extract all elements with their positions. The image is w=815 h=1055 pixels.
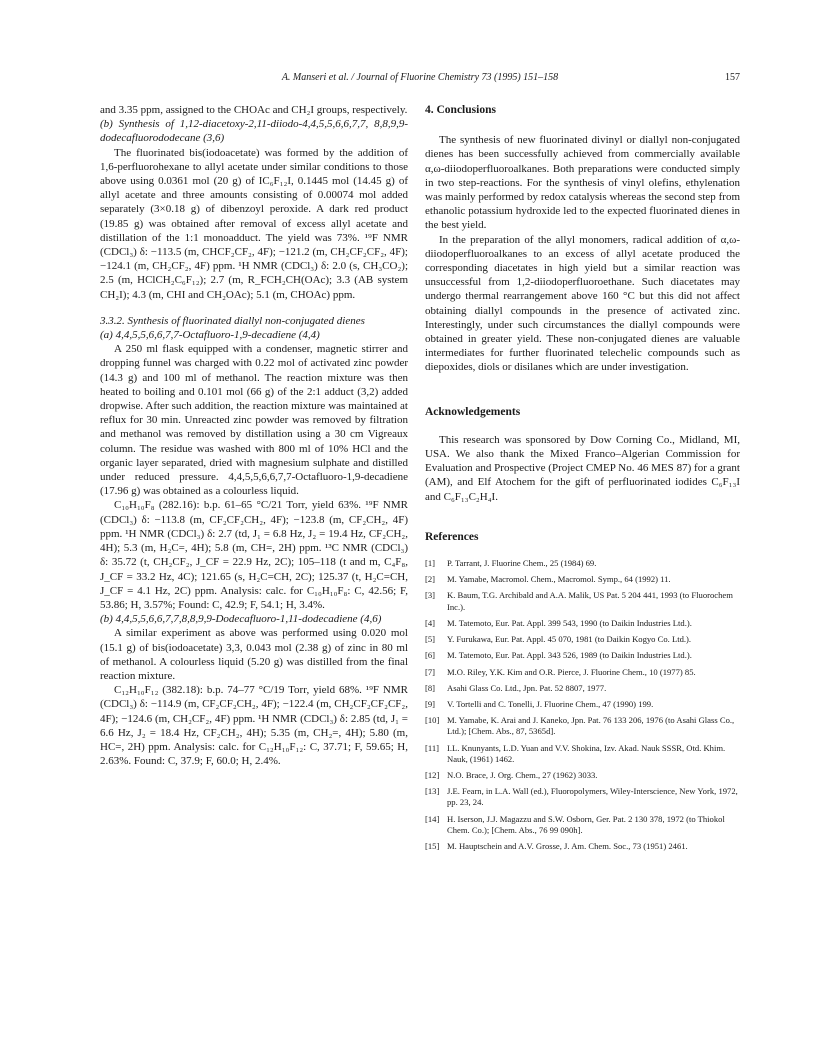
page-number: 157 xyxy=(725,72,740,83)
conclusions-heading: 4. Conclusions xyxy=(425,104,496,116)
paragraph: This research was sponsored by Dow Corning Co., Midland, MI, USA. We also thank the Mixed Franco–Algerian Commission for Evaluation and Prospective (Project CMEP No. 46 MES 87) for a grant (AM), and Elf Atochem for the gift of perfluorinated iodides C₆F₁₃I and C₆F₁₃C₂H₄I. xyxy=(425,433,740,503)
reference-item: [11] I.L. Knunyants, L.D. Yuan and V.V. Shokina, Izv. Akad. Nauk SSSR, Otd. Khim. Nauk, (1961) 1462. xyxy=(425,742,726,764)
reference-item: [1] P. Tarrant, J. Fluorine Chem., 25 (1984) 69. xyxy=(425,558,597,569)
reference-item: [3] K. Baum, T.G. Archibald and A.A. Malik, US Pat. 5 204 441, 1993 (to Fluorochem Inc.). xyxy=(425,590,733,612)
reference-item: [7] M.O. Riley, Y.K. Kim and O.R. Pierce, J. Fluorine Chem., 10 (1977) 85. xyxy=(425,666,696,677)
references-heading: References xyxy=(425,530,479,543)
subsection-heading: (b) 4,4,5,5,6,6,7,7,8,8,9,9-Dodecafluoro-1,11-dodecadiene (4,6) xyxy=(100,613,382,626)
acknowledgements-heading: Acknowledgements xyxy=(425,405,521,418)
paragraph: A 250 ml flask equipped with a condenser, magnetic stirrer and dropping funnel was charged with 0.22 mol of activated zinc powder (14.3 g) and 100 ml of methanol. The reaction mixture was then heated to boiling and 0.101 mol (66 g) of the 2:1 adduct (3,2) added dropwise. After such addition, the reaction mixture was maintained at reflux for 30 min. Unreacted zinc powder was removed by filtration and methanol was removed by distillation using a 30 cm Vigreaux column. The residue was washed with 800 ml of 10% HCl and the organic layer separated, dried with magnesium sulphate and distilled under reduced pressure. 4,4,5,5,6,6,7,7-Octafluoro-1,9-decadiene (17.96 g) was obtained as a colourless liquid. xyxy=(100,343,408,498)
reference-item: [6] M. Tatemoto, Eur. Pat. Appl. 343 526, 1989 (to Daikin Industries Ltd.). xyxy=(425,650,692,661)
paragraph: and 3.35 ppm, assigned to the CHOAc and CH₂I groups, respectively. xyxy=(100,104,408,116)
reference-item: [12] N.O. Brace, J. Org. Chem., 27 (1962) 3033. xyxy=(425,769,598,780)
running-title: A. Manseri et al. / Journal of Fluorine Chemistry 73 (1995) 151–158 xyxy=(281,72,559,83)
subsection-heading: (b) Synthesis of 1,12-diacetoxy-2,11-diiodo-4,4,5,5,6,6,7,7, 8,8,9,9-dodecafluorododecane (3,6) xyxy=(100,118,408,145)
references-list xyxy=(425,558,740,852)
paragraph: C₁₂H₁₀F₁₂ (382.18): b.p. 74–77 °C/19 Torr, yield 68%. ¹⁹F NMR (CDCl₃) δ: −114.9 (m, CF₂CF₂CH₂, 4F); −122.4 (m, CH₂CF₂CF₂CF₂, 4F); −124.6 (m, CH₂CF₂, 4F) ppm. ¹H NMR (CDCl₃) δ: 2.85 (td, J₁ = 6.6 Hz, J₂ = 18.4 Hz, CF₂CH₂, 4H); 5.35 (m, CH₂=, 4H); 5.80 (m, HC=, 2H) ppm. Analysis: calc. for C₁₂H₁₀F₁₂: C, 37.71; F, 59.65; H, 2.63%. Found: C, 37.9; F, 60.0; H, 2.4%. xyxy=(100,684,408,768)
reference-item: [2] M. Yamabe, Macromol. Chem., Macromol. Symp., 64 (1992) 11. xyxy=(425,574,671,585)
left-column xyxy=(100,103,408,768)
reference-item: [8] Asahi Glass Co. Ltd., Jpn. Pat. 52 8807, 1977. xyxy=(425,682,607,693)
reference-item: [13] J.E. Fearn, in L.A. Wall (ed.), Fluoropolymers, Wiley-Interscience, New York, 1972, pp. 23, 24. xyxy=(425,786,738,808)
paragraph: A similar experiment as above was performed using 0.020 mol (15.1 g) of bis(iodoacetate) 3,3, 0.043 mol (2.38 g) of zinc in 80 ml of methanol. A colourless liquid (5.20 g) was distilled from the final reaction mixture. xyxy=(100,627,408,682)
paragraph: The fluorinated bis(iodoacetate) was formed by the addition of 1,6-perfluorohexane to allyl acetate under similar conditions to those above using 0.0361 mol (20 g) of IC₆F₁₂I, 0.1445 mol (14.45 g) of allyl acetate and three amounts consisting of 0.00074 mol added separately (3×0.18 g) of dibenzoyl peroxide. A dark red product (19.85 g) was obtained after removal of excess allyl acetate and distillation of the 1:1 monoadduct. The yield was 73%. ¹⁹F NMR (CDCl₃) δ: −113.5 (m, CHCF₂CF₂, 4F); −121.2 (m, CH₂CF₂CF₂, 4F); −124.1 (m, CH₂CF₂, 4F) ppm. ¹H NMR (CDCl₃) δ: 2.0 (s, CH₃CO₂); 2.5 (m, HClCH₂C₆F₁₂); 2.7 (m, R_FCH₂CH(OAc); 3.3 (AB system CH₂I); 4.3 (m, CHI and CH₂OAc); 5.1 (m, CHOAc) ppm. xyxy=(100,146,408,301)
reference-item: [9] V. Tortelli and C. Tonelli, J. Fluorine Chem., 47 (1990) 199. xyxy=(425,698,654,709)
right-column xyxy=(425,103,740,857)
section-heading: 3.3.2. Synthesis of fluorinated diallyl non-conjugated dienes xyxy=(100,314,365,327)
reference-item: [10] M. Yamabe, K. Arai and J. Kaneko, Jpn. Pat. 76 133 206, 1976 (to Asahi Glass Co., Ltd.); [Chem. Abs., 87, 5365d]. xyxy=(425,715,735,737)
paragraph: In the preparation of the allyl monomers, radical addition of α,ω-diiodoperfluoroalkanes to an excess of allyl acetate produced the corresponding diacetates in high yield but a similar reaction was unsuccessful from 1,2-diiodoperfluoroethane. Such diacetates may undergo thermal rearrangement above 160 °C but this did not affect obtaining diallyl compounds in the presence of activated zinc. Interestingly, under such circumstances the diallyl compounds were obtained in greater yield. These non-conjugated dienes are valuable intermediates for further fluorinated telechelic compounds such as diepoxides, diols or disilanes which are under investigation. xyxy=(425,233,740,374)
reference-item: [15] M. Hauptschein and A.V. Grosse, J. Am. Chem. Soc., 73 (1951) 2461. xyxy=(425,840,688,851)
paragraph: The synthesis of new fluorinated divinyl or diallyl non-conjugated dienes has been successfully achieved from commercially available α,ω-diiodoperfluoroalkanes. Both preparations were conducted simply in two step-reactions. For the synthesis of vinyl olefins, ethylenation was mainly performed by redox catalysis whereas the second step from ethanolic potassium hydroxide led to the expected fluorinated dienes in the best yield. xyxy=(425,134,740,232)
paragraph: C₁₀H₁₀F₈ (282.16): b.p. 61–65 °C/21 Torr, yield 63%. ¹⁹F NMR (CDCl₃) δ: −113.8 (m, CF₂CF₂CH₂, 4F); −123.8 (m, CF₂CH₂, 4F) ppm. ¹H NMR (CDCl₃) δ: 2.7 (td, J₁ = 6.8 Hz, J₂ = 19.4 Hz, CF₂CH₂, 4H); 5.3 (m, H₂C=, 4H); 5.8 (m, CH=, 2H) ppm. ¹³C NMR (CDCl₃) δ: 35.72 (t, CH₂CF₂, J_CF = 22.9 Hz, 2C); 105–118 (t and m, C₄F₈, J_CF = 33.2 Hz, 4C); 121.65 (s, H₂C=CH, 2C); 125.37 (t, H₂C=CH, J_CF = 4.1 Hz, 2C) ppm. Analysis: calc. for C₁₀H₁₀F₈: C, 42.56; F, 53.86; H, 3.57%; Found: C, 42.9; F, 54.1; H, 3.4%. xyxy=(100,499,408,611)
reference-item: [4] M. Tatemoto, Eur. Pat. Appl. 399 543, 1990 (to Daikin Industries Ltd.). xyxy=(425,617,692,628)
subsection-heading: (a) 4,4,5,5,6,6,7,7-Octafluoro-1,9-decadiene (4,4) xyxy=(100,329,320,342)
reference-item: [14] H. Iserson, J.J. Magazzu and S.W. Osborn, Ger. Pat. 2 130 378, 1972 (to Thiokol Chem. Co.); [Chem. Abs., 76 99 090h]. xyxy=(425,813,725,835)
reference-item: [5] Y. Furukawa, Eur. Pat. Appl. 45 070, 1981 (to Daikin Kogyo Co. Ltd.). xyxy=(425,634,692,645)
